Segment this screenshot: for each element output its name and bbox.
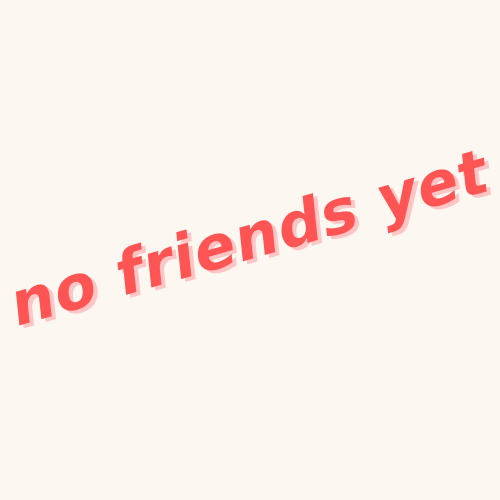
empty-state-message: no friends yet — [8, 134, 492, 342]
